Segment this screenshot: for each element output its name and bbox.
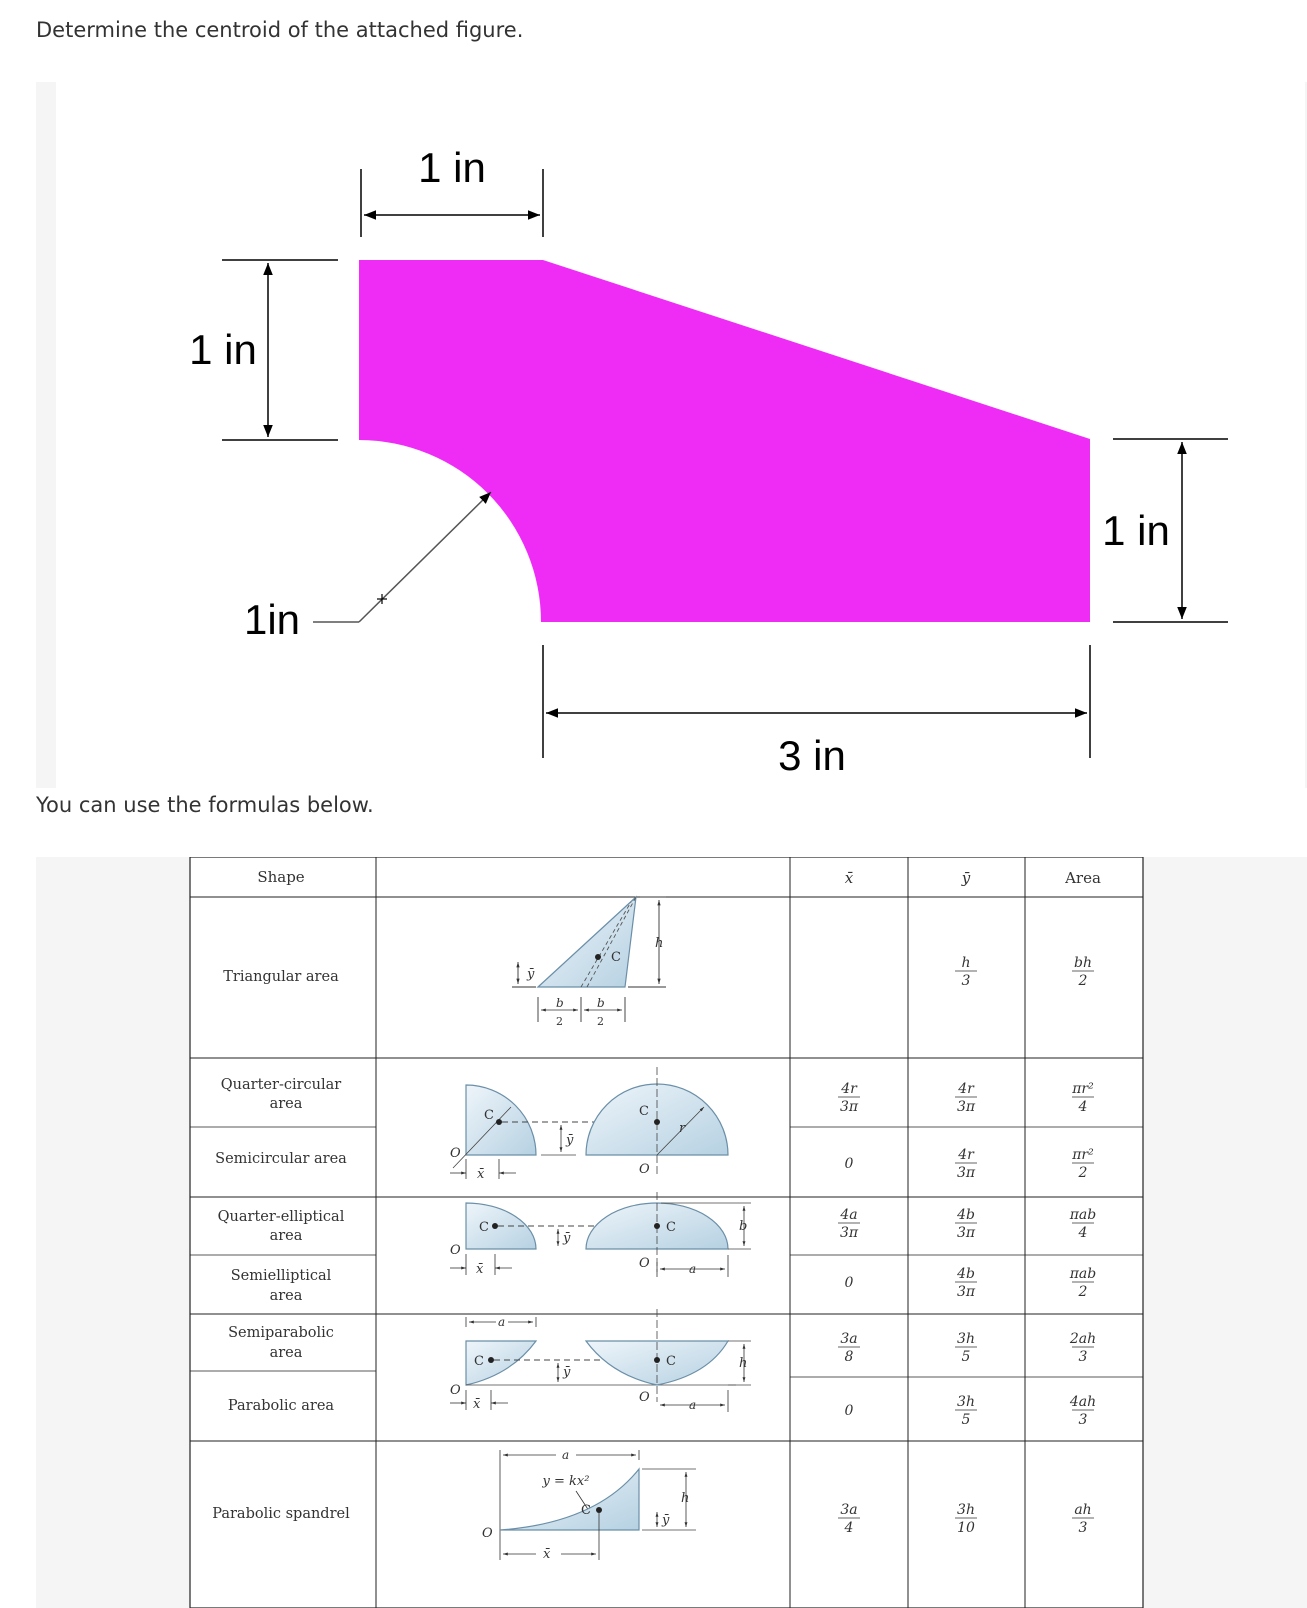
formula-area-denominator: 2 <box>1078 1284 1088 1300</box>
bottom-width-label: 3 in <box>778 732 846 779</box>
formula-xbar-denominator: 8 <box>844 1349 854 1365</box>
shape-quarter-elliptical-2: area <box>269 1228 303 1244</box>
formula-area-numerator: bh <box>1074 955 1092 971</box>
svg-text:a: a <box>689 1398 697 1412</box>
formula-area-denominator: 3 <box>1078 1520 1088 1536</box>
formula-xbar-denominator: 3π <box>839 1099 859 1115</box>
formula-xbar-denominator: 3π <box>839 1225 859 1241</box>
formula-area-numerator: πr² <box>1072 1081 1094 1097</box>
formula-ybar-numerator: 3h <box>957 1502 975 1518</box>
shape-parabolic-spandrel: Parabolic spandrel <box>212 1506 350 1522</box>
svg-text:r: r <box>679 1121 686 1136</box>
svg-text:O: O <box>450 1146 461 1161</box>
formula-ybar-denominator: 10 <box>957 1520 975 1536</box>
formula-area-denominator: 4 <box>1078 1225 1088 1241</box>
shape-semielliptical-2: area <box>269 1288 303 1304</box>
formula-ybar-denominator: 3π <box>956 1099 976 1115</box>
formula-table <box>36 857 1307 1608</box>
svg-text:C: C <box>581 1503 591 1518</box>
formula-area-denominator: 3 <box>1078 1349 1088 1365</box>
formulas-note: You can use the formulas below. <box>36 793 374 817</box>
formula-area-numerator: πab <box>1069 1266 1097 1282</box>
formula-area-denominator: 2 <box>1078 1165 1088 1181</box>
shape-semielliptical-1: Semielliptical <box>230 1268 332 1284</box>
formula-xbar-numerator: 3a <box>840 1331 858 1347</box>
svg-text:ȳ: ȳ <box>563 1365 571 1380</box>
svg-text:ȳ: ȳ <box>662 1513 670 1528</box>
formula-ybar-numerator: 4b <box>957 1207 975 1223</box>
header-xbar: x̄ <box>844 869 854 887</box>
header-shape: Shape <box>257 868 305 886</box>
radius-label: 1in <box>243 596 301 643</box>
svg-text:ȳ: ȳ <box>566 1133 574 1148</box>
formula-xbar-denominator: 4 <box>844 1520 854 1536</box>
formula-ybar-numerator: h <box>961 955 971 971</box>
svg-text:b: b <box>597 996 605 1010</box>
svg-text:ȳ: ȳ <box>563 1231 571 1246</box>
svg-text:O: O <box>639 1162 650 1177</box>
header-area: Area <box>1065 869 1101 887</box>
formula-ybar-numerator: 4r <box>958 1081 974 1097</box>
formula-xbar-value: 0 <box>844 1403 854 1419</box>
formula-area-denominator: 3 <box>1078 1412 1088 1428</box>
formula-area-numerator: πab <box>1069 1207 1097 1223</box>
formula-ybar-denominator: 3π <box>956 1225 976 1241</box>
top-width-label: 1 in <box>418 144 486 191</box>
svg-text:b: b <box>556 996 564 1010</box>
formula-ybar-denominator: 3π <box>956 1165 976 1181</box>
question-text: Determine the centroid of the attached figure. <box>36 18 524 42</box>
formula-ybar-denominator: 5 <box>961 1349 971 1365</box>
svg-text:x̄: x̄ <box>473 1397 481 1412</box>
formula-xbar-value: 0 <box>844 1275 854 1291</box>
svg-text:a: a <box>498 1315 506 1329</box>
svg-text:h: h <box>739 1356 748 1371</box>
svg-text:b: b <box>739 1219 748 1234</box>
svg-text:C: C <box>474 1354 484 1369</box>
svg-text:O: O <box>450 1383 461 1398</box>
formula-area-denominator: 4 <box>1078 1099 1088 1115</box>
formula-area-numerator: πr² <box>1072 1147 1094 1163</box>
svg-text:2: 2 <box>597 1015 604 1028</box>
figure-svg <box>36 82 1307 788</box>
formula-table-image <box>36 857 1307 1608</box>
svg-text:O: O <box>482 1526 493 1541</box>
radius-leader <box>359 492 491 622</box>
problem-figure <box>36 82 1307 788</box>
shape-quarter-elliptical-1: Quarter-elliptical <box>217 1209 345 1225</box>
svg-text:x̄: x̄ <box>477 1167 485 1182</box>
svg-text:x̄: x̄ <box>476 1262 484 1277</box>
formula-ybar-denominator: 5 <box>961 1412 971 1428</box>
shape-quarter-circular-2: area <box>269 1096 303 1112</box>
formula-area-numerator: 2ah <box>1069 1331 1097 1347</box>
svg-text:C: C <box>666 1220 676 1235</box>
formula-area-numerator: 4ah <box>1069 1394 1097 1410</box>
formula-xbar-numerator: 3a <box>840 1502 858 1518</box>
shape-semicircular: Semicircular area <box>215 1151 347 1167</box>
formula-ybar-numerator: 4b <box>957 1266 975 1282</box>
svg-text:2: 2 <box>556 1015 563 1028</box>
formula-xbar-value: 0 <box>844 1156 854 1172</box>
svg-text:C: C <box>479 1220 489 1235</box>
svg-text:y = kx²: y = kx² <box>542 1474 590 1489</box>
formula-ybar-numerator: 4r <box>958 1147 974 1163</box>
svg-text:C: C <box>611 950 621 965</box>
svg-text:O: O <box>450 1243 461 1258</box>
svg-text:a: a <box>689 1262 697 1276</box>
svg-text:O: O <box>639 1256 650 1271</box>
formula-ybar-denominator: 3π <box>956 1284 976 1300</box>
formula-xbar-numerator: 4r <box>841 1081 857 1097</box>
right-height-label: 1 in <box>1102 507 1170 554</box>
shape-semiparabolic-1: Semiparabolic <box>228 1325 334 1341</box>
svg-text:x̄: x̄ <box>543 1547 551 1562</box>
svg-text:C: C <box>484 1108 494 1123</box>
formula-xbar-numerator: 4a <box>840 1207 858 1223</box>
composite-shape <box>359 260 1090 622</box>
shape-triangular: Triangular area <box>223 969 339 985</box>
svg-text:ȳ: ȳ <box>527 967 535 982</box>
svg-text:C: C <box>639 1104 649 1119</box>
formula-area-denominator: 2 <box>1078 973 1088 989</box>
svg-text:h: h <box>655 936 664 951</box>
svg-text:C: C <box>666 1354 676 1369</box>
shape-quarter-circular-1: Quarter-circular <box>220 1077 342 1093</box>
formula-ybar-numerator: 3h <box>957 1331 975 1347</box>
left-height-label: 1 in <box>189 326 257 373</box>
shape-semiparabolic-2: area <box>269 1345 303 1361</box>
formula-area-numerator: ah <box>1074 1502 1092 1518</box>
shape-parabolic-area: Parabolic area <box>227 1398 335 1414</box>
header-ybar: ȳ <box>961 869 971 887</box>
svg-text:a: a <box>562 1448 570 1462</box>
formula-ybar-numerator: 3h <box>957 1394 975 1410</box>
svg-text:O: O <box>639 1390 650 1405</box>
svg-text:h: h <box>681 1491 690 1506</box>
formula-ybar-denominator: 3 <box>961 973 971 989</box>
